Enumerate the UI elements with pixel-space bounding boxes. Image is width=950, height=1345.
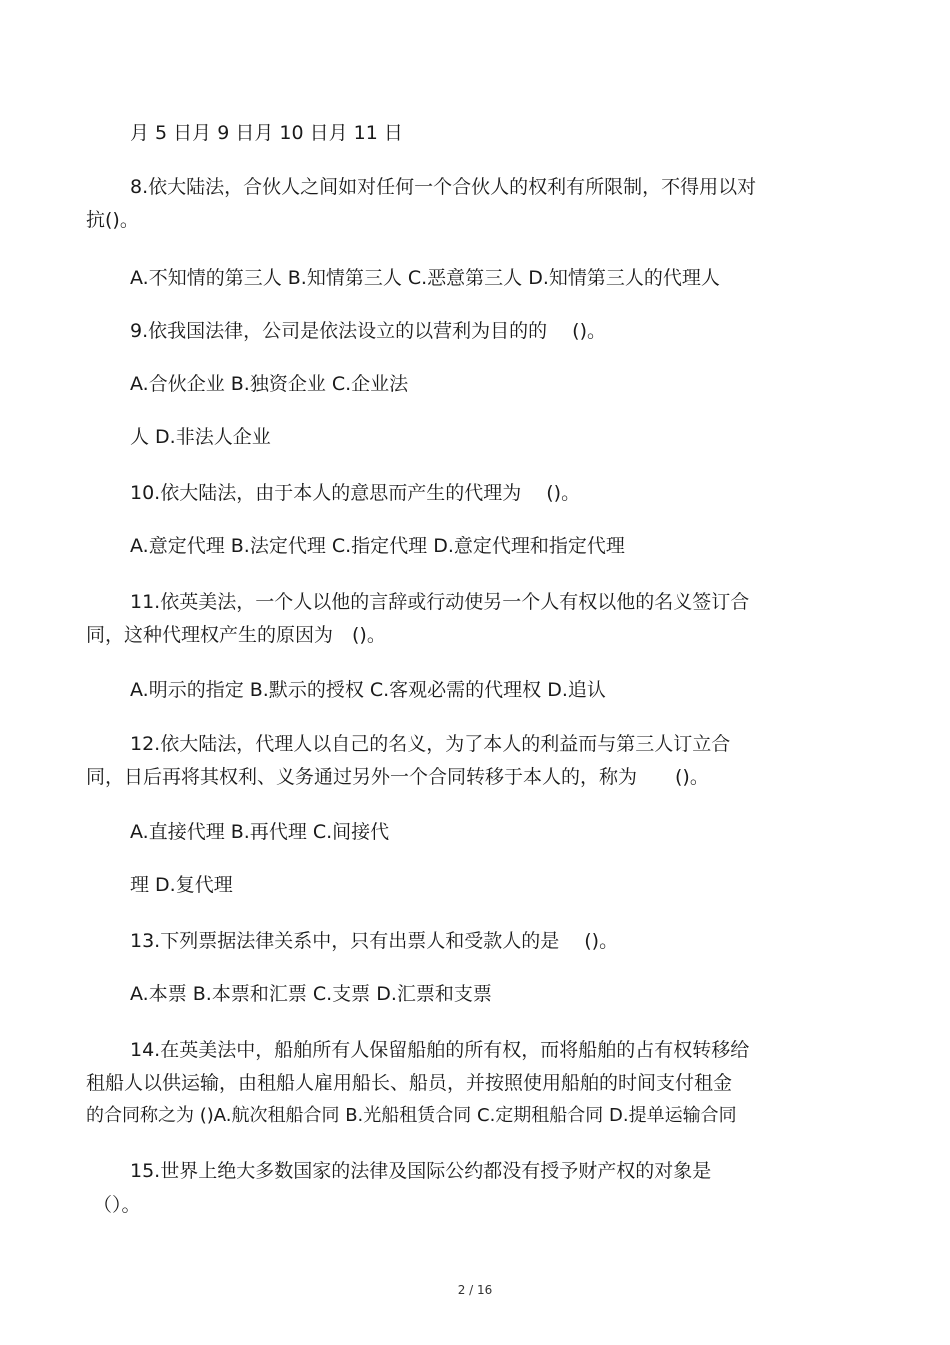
question-12-cont: 同，日后再将其权利、义务通过另外一个合同转移于本人的，称为 ()。 xyxy=(86,766,709,788)
question-12-options-cont: 理 D.复代理 xyxy=(130,874,233,896)
question-8-options: A.不知情的第三人 B.知情第三人 C.恶意第三人 D.知情第三人的代理人 xyxy=(130,267,720,289)
question-15: 15.世界上绝大多数国家的法律及国际公约都没有授予财产权的对象是 xyxy=(130,1160,712,1182)
question-13-options: A.本票 B.本票和汇票 C.支票 D.汇票和支票 xyxy=(130,983,492,1005)
question-8: 8.依大陆法，合伙人之间如对任何一个合伙人的权利有所限制，不得用以对 xyxy=(130,176,757,198)
question-12-options: A.直接代理 B.再代理 C.间接代 xyxy=(130,821,390,843)
question-15-cont: （）。 xyxy=(93,1194,141,1216)
question-10: 10.依大陆法，由于本人的意思而产生的代理为 ()。 xyxy=(130,482,581,504)
question-9: 9.依我国法律，公司是依法设立的以营利为目的的 ()。 xyxy=(130,320,606,342)
question-11-cont: 同，这种代理权产生的原因为 ()。 xyxy=(86,624,386,646)
question-11-options: A.明示的指定 B.默示的授权 C.客观必需的代理权 D.追认 xyxy=(130,679,606,701)
question-14-cont-2: 的合同称之为 ()A.航次租船合同 B.光船租赁合同 C.定期租船合同 D.提单运输合同 xyxy=(86,1105,737,1126)
question-13: 13.下列票据法律关系中，只有出票人和受款人的是 ()。 xyxy=(130,930,619,952)
question-14: 14.在英美法中，船舶所有人保留船舶的所有权，而将船舶的占有权转移给 xyxy=(130,1039,750,1061)
question-10-options: A.意定代理 B.法定代理 C.指定代理 D.意定代理和指定代理 xyxy=(130,535,625,557)
page-indicator: 2 / 16 xyxy=(457,1283,493,1297)
question-12: 12.依大陆法，代理人以自己的名义，为了本人的利益而与第三人订立合 xyxy=(130,733,731,755)
question-8-cont: 抗()。 xyxy=(86,209,139,231)
question-11: 11.依英美法，一个人以他的言辞或行动使另一个人有权以他的名义签订合 xyxy=(130,591,750,613)
question-14-cont-1: 租船人以供运输，由租船人雇用船长、船员，并按照使用船舶的时间支付租金 xyxy=(86,1072,733,1094)
question-9-options-cont: 人 D.非法人企业 xyxy=(130,426,271,448)
question-9-options: A.合伙企业 B.独资企业 C.企业法 xyxy=(130,373,409,395)
text-line: 月 5 日月 9 日月 10 日月 11 日 xyxy=(130,122,403,144)
